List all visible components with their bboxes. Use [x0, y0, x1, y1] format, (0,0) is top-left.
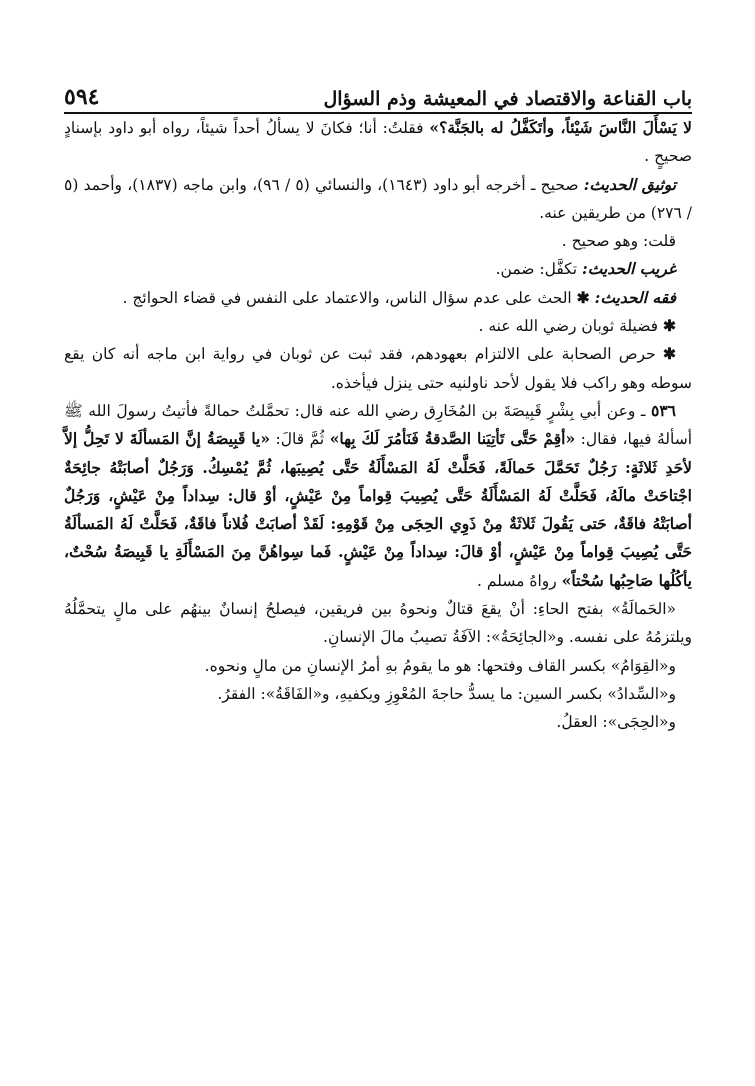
gharib-text: تكفَّل: ضمن. — [495, 260, 582, 279]
previous-hadith-end — [64, 114, 692, 171]
takhrij-heading: توثيق الحديث: — [583, 174, 677, 194]
takhrij-text: صحيح ـ أخرجه أبو داود (١٦٤٣)، والنسائي (٥ / ٩٦)، وابن ماجه (١٨٣٧)، وأحمد (٥ / ٢٧٦) من طريقين عنه. — [64, 175, 692, 222]
gharib-heading: غريب الحديث: — [581, 259, 676, 279]
hadith-source: رواهُ مسلم . — [477, 571, 562, 590]
prophetic-quote: لا يَسْأَلَ النَّاسَ شَيْئاً، وأتَكَفَّلُ له بالجَنَّة؟» — [429, 118, 692, 137]
gloss-line: و«القِوَامُ» بكسر القاف وفتحها: هو ما يقومُ بهِ أمرُ الإنسانِ من مالٍ ونحوه. — [204, 656, 676, 675]
bullet-star-icon: ✱ — [663, 316, 676, 336]
fiqh-point-text: فضيلة ثوبان رضي الله عنه . — [478, 317, 659, 336]
gloss-line: و«السِّدادُ» بكسر السين: ما يسدُّ حاجةَ المُعْوِزِ ويكفيهِ، و«الفَاقَةُ»: الفقرُ. — [217, 684, 676, 703]
bullet-star-icon: ✱ — [663, 344, 676, 364]
fiqh-point — [64, 284, 692, 312]
hadith-intro: ـ وعن أبي بِشْرٍ قَبِيصَةَ بن المُخَارِق رضي الله عنه قال: تحمَّلتُ حمالةً فأتيتُ رسولَ الله ﷺ أسألهُ فيها، فقال: — [64, 401, 693, 449]
page-number: ٥٩٤ — [64, 84, 100, 110]
book-page — [64, 66, 692, 737]
bullet-star-icon: ✱ — [576, 287, 590, 307]
page-body — [64, 114, 692, 737]
gloss-line: «الحَمالَةُ» بفتح الحاءِ: أنْ يقعَ قتالٌ ونحوهُ بين فريقين، فيصلحُ إنسانٌ بينهُم على مالٍ يتحمَّلُهُ ويلتزمُهُ على نفسه. و«الجائِحَةُ»: الآفَةُ تصيبُ مالَ الإنسانِ. — [64, 600, 692, 647]
chapter-title: باب القناعة والاقتصاد في المعيشة وذم السؤال — [323, 88, 692, 110]
fiqh-point — [64, 312, 692, 340]
hadith-number: ٥٣٦ — [651, 400, 676, 420]
gharib-paragraph — [64, 255, 692, 283]
author-note: قلت: وهو صحيح . — [561, 232, 676, 251]
running-header — [64, 66, 692, 114]
hadith-mid: ثُمَّ قالَ: — [270, 430, 330, 449]
prophetic-quote: «يا قَبِيصَةُ إنَّ المَسألَةَ لا تَحِلُّ إلاَّ لأحَدِ ثَلاثَةٍ: رَجُلٌ تَحَمَّلَ حَمالَةً، فَحَلَّتْ لَهُ المَسْأَلَةُ حَتَّى يُصِيبَها، ثُمَّ يُمْسِكُ. وَرَجُلٌ أصابَتْهُ جائِحَةٌ اجْتاحَتْ مالَهُ، فَحَلَّتْ لَهُ المَسْأَلَةُ حَتَّى يُصِيبَ قِواماً مِنْ عَيْشٍ، أوْ قال: سِداداً مِنْ عَيْشٍ، وَرَجُلٌ أصابَتْهُ فاقَةٌ، حَتى يَقُولَ ثَلاثَةٌ مِنْ ذَوِي الحِجَى مِنْ قَوْمِهِ: لَقَدْ أصابَتْ فُلاناً فاقَةٌ، فَحَلَّتْ لَهُ المَسألَةُ حَتَّى يُصِيبَ قِواماً مِنْ عَيْشٍ، أوْ قالَ: سِداداً مِنْ عَيْشٍ. فَما سِواهُنَّ مِنَ المَسْأَلَةِ يا قَبِيصَةُ سُحْتٌ، يأكُلُها صَاحِبُها سُحْتاً» — [64, 429, 692, 590]
fiqh-point — [64, 340, 692, 397]
fiqh-point-text: حرص الصحابة على الالتزام بعهودهم، فقد ثبت عن ثوبان في رواية ابن ماجه أنه كان يقع سوطه وهو راكب فلا يقول لأحد ناولنيه حتى ينزل فيأخذه. — [64, 345, 692, 392]
prophetic-quote: «أقِمْ حَتَّى تَأتِيَنا الصَّدقةُ فَنَأمُرَ لَكَ بِها» — [329, 429, 576, 449]
narration-text: فقلتُ: أنا؛ فكانَ لا يسألُ أحداً شيئاً، رواه أبو داود بإسنادٍ صحيحٍ . — [64, 119, 692, 166]
gloss-line: و«الحِجَى»: العقلُ. — [556, 713, 676, 732]
fiqh-heading: فقه الحديث: — [594, 287, 676, 307]
takhrij-paragraph — [64, 171, 692, 228]
fiqh-point-text: الحث على عدم سؤال الناس، والاعتماد على النفس في قضاء الحوائج . — [122, 288, 572, 307]
hadith-paragraph — [64, 397, 692, 595]
